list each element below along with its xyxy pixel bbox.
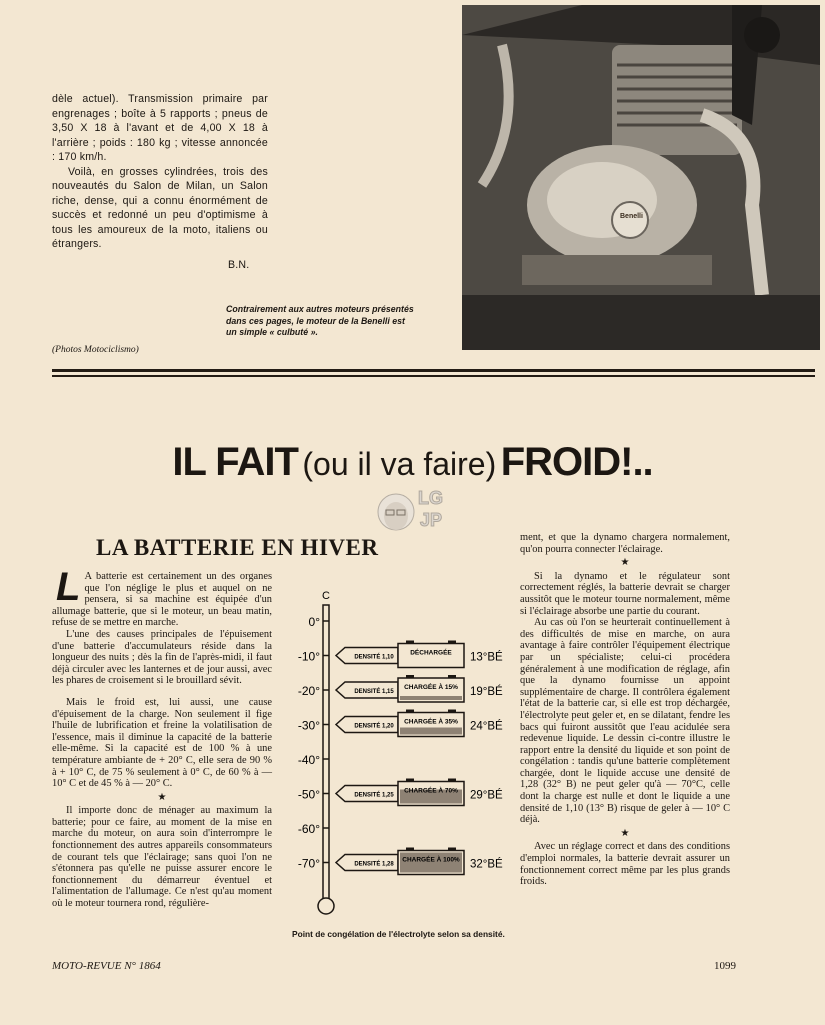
article-paragraph: Il importe donc de ménager au maximum la batterie; pour ce faire, au moment de la mise en marche du moteur, on aura soin d'interrompre le fonctionnement des autres appareils consommateurs de courant tels que l'éclairage; sans quoi l'on ne s'étonnera pas qu'elle ne puisse assurer encore le fonctionnement du démarreur éventuel et l'alimentation de l'allumage. Ce n'est qu'au moment où le moteur tournera rond, régulière-	[52, 805, 272, 910]
article-column-1	[52, 565, 272, 910]
diagram-caption: Point de congélation de l'électrolyte selon sa densité.	[292, 929, 505, 939]
headline	[0, 440, 825, 485]
freezing-point-diagram	[288, 585, 516, 925]
intro-paragraph: Voilà, en grosses cylindrées, trois des nouveautés du Salon de Milan, un Salon riche, dense, qui a connu énormément de succès et redonné un peu d'optimisme à tous les amoureux de la moto, italiens ou étrangers.	[52, 165, 268, 250]
baume-label: 32°BÉ	[470, 858, 503, 871]
stamp-text: JP	[420, 510, 443, 530]
charge-label: CHARGÉE À 15%	[404, 684, 458, 691]
battery-terminal	[448, 710, 456, 713]
tick-label: -40°	[297, 753, 320, 767]
article-column-3	[520, 532, 730, 888]
thermometer-bulb	[318, 898, 334, 914]
battery-terminal	[406, 779, 414, 782]
headline-part: (ou il va faire)	[302, 446, 497, 482]
article-paragraph: Au cas où l'on se heurterait continuellement à des difficultés de mise en marche, on aura avantage à faire contrôler l'équipement électrique par un spécialiste; celui-ci procédera généralement à une modification de réglage, afin que la dynamo fournisse un appoint supplémentaire de charge. Il contrôlera également l'état de la batterie car, si elle est trop déchargée, l'électrolyte peut geler et, en se dilatant, fendre les bacs qui fuiront aussitôt que l'eau acidulée sera redevenue liquide. Le dessin ci-contre illustre le rapport entre la densité du liquide et son point de congélation : tandis qu'une batterie complètement chargée, dont le liquide accuse une densité de 1,28 (32° B) ne peut geler qu'à — 70°C, celle dont la charge est nulle et dont le liquide a une densité de 1,10 (13° B) risque de geler à — 10° C déjà.	[520, 617, 730, 826]
baume-label: 13°BÉ	[470, 651, 503, 664]
photo-caption: Contrairement aux autres moteurs présentés dans ces pages, le moteur de la Benelli est un simple « culbuté ».	[226, 304, 414, 337]
tick-label: 0°	[308, 615, 320, 629]
baume-label: 19°BÉ	[470, 686, 503, 698]
headline-part: IL FAIT	[172, 440, 298, 484]
watermark-stamp	[374, 486, 452, 542]
article-paragraph: L'une des causes principales de l'épuisement d'une batterie d'accumulateurs réside dans la longueur des nuits ; dès la fin de l'après-midi, il faut déjà circuler avec les lanternes et de jour aussi, avec les phares de croisement si le brouillard sévit.	[52, 628, 272, 687]
article-paragraph: Avec un réglage correct et dans des conditions d'emploi normales, la batterie devrait assurer un fonctionnement correct même par les plus grands froids.	[520, 841, 730, 888]
tick-label: -20°	[297, 684, 320, 698]
baume-label: 29°BÉ	[470, 789, 503, 802]
charge-label: CHARGÉE À 100%	[402, 856, 460, 864]
density-label: DENSITÉ 1,28	[354, 861, 394, 868]
signature: B.N.	[228, 258, 250, 271]
thermometer-tube	[323, 605, 329, 900]
charge-label: DÉCHARGÉE	[410, 649, 452, 657]
charge-label: CHARGÉE À 70%	[404, 787, 458, 795]
drop-cap: L	[56, 565, 81, 609]
footer-page-number: 1099	[714, 960, 736, 972]
article-subhead: LA BATTERIE EN HIVER	[96, 535, 379, 560]
density-label: DENSITÉ 1,15	[354, 689, 394, 695]
section-star: ★	[620, 827, 630, 839]
density-label: DENSITÉ 1,25	[354, 792, 394, 799]
article-text: A batterie est certainement un des organes que l'on néglige le plus et auquel on ne pensera, si sa machine est équipée d'un allumage batterie, que si le moteur, un beau matin, refuse de se mettre en marche.	[52, 571, 272, 629]
battery-charge-fill	[400, 696, 462, 700]
article-paragraph: Mais le froid est, lui aussi, une cause d'épuisement de la charge. Non seulement il fige l'huile de lubrification et freine la volatilisation de l'essence, mais il diminue la capacité de la batterie elle-même. Si la capacité est de 100 % à une température ambiante de + 20° C, elle sera de 90 % à + 10° C, de 75 % seulement à 0° C, de 60 % à — 10° C et de 45 % à — 20° C.	[52, 696, 272, 790]
engine-illustration	[462, 5, 820, 350]
unit-label: C	[322, 590, 330, 602]
battery-terminal	[448, 779, 456, 782]
charge-label: CHARGÉE À 35%	[404, 718, 458, 726]
battery-terminal	[406, 710, 414, 713]
battery-terminal	[406, 848, 414, 851]
baume-label: 24°BÉ	[470, 720, 503, 733]
battery-terminal	[448, 848, 456, 851]
tick-label: -60°	[297, 822, 320, 836]
article-paragraph: Si la dynamo et le régulateur sont correctement réglés, la batterie devrait se charger aussitôt que le moteur tourne normalement, même si l'éclairage absorbe une partie du courant.	[520, 570, 730, 617]
battery-terminal	[406, 675, 414, 678]
section-star: ★	[620, 557, 630, 569]
density-label: DENSITÉ 1,20	[354, 723, 394, 730]
battery-terminal	[448, 675, 456, 678]
intro-paragraph: dèle actuel). Transmission primaire par engrenages ; boîte à 5 rapports ; pneus de 3,50 X 18 à l'avant et de 4,00 X 18 à l'arrière ; poids : 180 kg ; vitesse annoncée : 170 km/h.	[52, 93, 268, 163]
density-label: DENSITÉ 1,10	[354, 654, 394, 661]
engine-badge-text: Benelli	[620, 213, 643, 220]
tick-label: -50°	[297, 787, 320, 802]
divider-rule	[52, 375, 815, 377]
intro-text-block	[52, 92, 268, 272]
article-paragraph	[52, 565, 272, 629]
footer-magazine: MOTO-REVUE N° 1864	[52, 960, 161, 972]
article-paragraph: ment, et que la dynamo chargera normalement, qu'on pourra connecter l'éclairage.	[520, 532, 730, 555]
divider-rule	[52, 369, 815, 372]
headline-part: FROID!..	[500, 440, 653, 484]
stamp-text: LG	[418, 488, 443, 508]
battery-charge-fill	[400, 728, 462, 735]
photo-credit: (Photos Motociclismo)	[52, 345, 139, 355]
tick-label: -10°	[297, 649, 320, 664]
thermometer-chart	[288, 585, 516, 925]
battery-terminal	[406, 641, 414, 644]
battery-terminal	[448, 641, 456, 644]
tick-label: -70°	[297, 856, 320, 871]
tick-label: -30°	[297, 718, 320, 733]
section-star: ★	[157, 791, 167, 803]
motorcycle-engine-photo	[462, 5, 820, 350]
